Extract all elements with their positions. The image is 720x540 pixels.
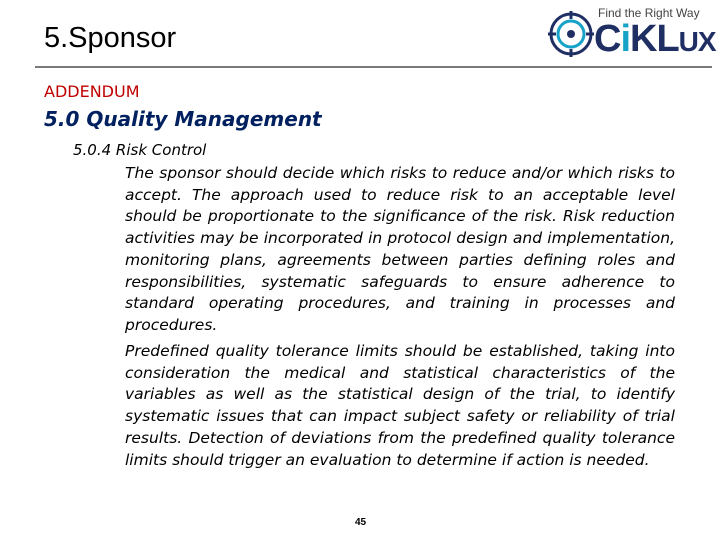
addendum-label: ADDENDUM [44,82,140,101]
paragraph: The sponsor should decide which risks to reduce and/or which risks to accept. The approach used to reduce risk to an acceptable level should be proportionate to the significance of the risk. Risk reduction activities may be incorporated in protocol design and implementation, monitoring plans, agreements between parties defining roles and responsibilities, systematic safeguards to ensure adherence to standard operating procedures, and training in processes and procedures. [125,164,675,334]
subsection-heading: 5.0.4 Risk Control [73,141,207,159]
compass-icon [548,11,594,57]
paragraph: Predefined quality tolerance limits should be established, taking into consideration the medical and statistical characteristics of the variables as well as the statistical design of the trial, to identify systematic issues that can impact subject safety or reliability of trial results. Detection of deviations from the predefined quality tolerance limits should trigger an evaluation to determine if action is needed. [125,342,675,469]
page-number: 45 [355,517,367,528]
section-heading: 5.0 Quality Management [44,107,322,131]
logo-wordmark: CiKLUX [594,18,716,60]
logo-tagline: Find the Right Way [598,6,700,20]
page-title: 5.Sponsor [44,22,177,54]
header-divider [35,66,712,68]
